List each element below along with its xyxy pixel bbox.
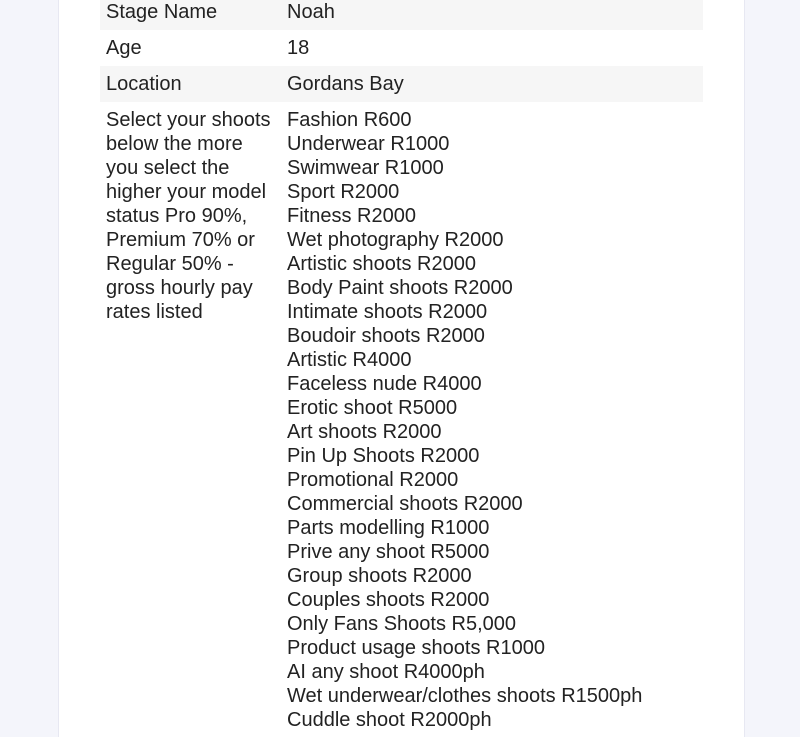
list-item: Body Paint shoots R2000 — [287, 277, 513, 299]
stage-name-value: Noah — [281, 0, 703, 30]
list-item: Parts modelling R1000 — [287, 517, 490, 539]
list-item: Boudoir shoots R2000 — [287, 325, 485, 347]
profile-details-table — [100, 0, 703, 737]
list-item: Only Fans Shoots R5,000 — [287, 613, 517, 635]
list-item: Commercial shoots R2000 — [287, 493, 523, 515]
list-item: Prive any shoot R5000 — [287, 541, 490, 563]
list-item: Fashion R600 — [287, 109, 412, 131]
table-row-shoots — [100, 102, 703, 737]
list-item: Couples shoots R2000 — [287, 589, 490, 611]
list-item: Fitness R2000 — [287, 205, 416, 227]
profile-card — [58, 0, 745, 737]
list-item: Wet underwear/clothes shoots R1500ph — [287, 685, 643, 707]
shoots-list — [287, 108, 697, 732]
table-row-location — [100, 66, 703, 102]
list-item: Faceless nude R4000 — [287, 373, 482, 395]
list-item: Cuddle shoot R2000ph — [287, 709, 492, 731]
list-item: Art shoots R2000 — [287, 421, 442, 443]
list-item: AI any shoot R4000ph — [287, 661, 485, 683]
list-item: Swimwear R1000 — [287, 157, 444, 179]
list-item: Artistic R4000 — [287, 349, 412, 371]
list-item: Artistic shoots R2000 — [287, 253, 476, 275]
table-row-age — [100, 30, 703, 66]
list-item: Sport R2000 — [287, 181, 400, 203]
list-item: Underwear R1000 — [287, 133, 450, 155]
list-item: Pin Up Shoots R2000 — [287, 445, 480, 467]
list-item: Promotional R2000 — [287, 469, 459, 491]
age-value: 18 — [287, 37, 310, 59]
table-row-stage-name — [100, 0, 703, 30]
location-value: Gordans Bay — [281, 66, 703, 102]
location-label: Location — [100, 66, 281, 102]
list-item: Group shoots R2000 — [287, 565, 472, 587]
age-label: Age — [106, 37, 142, 59]
shoots-value — [281, 102, 703, 737]
shoots-label: Select your shoots below the more you select the higher your model status Pro 90%, Premium 70% or Regular 50% - gross hourly pay rates listed — [106, 109, 271, 323]
list-item: Erotic shoot R5000 — [287, 397, 458, 419]
list-item: Wet photography R2000 — [287, 229, 504, 251]
stage-name-label: Stage Name — [100, 0, 281, 30]
list-item: Product usage shoots R1000 — [287, 637, 545, 659]
list-item: Intimate shoots R2000 — [287, 301, 488, 323]
